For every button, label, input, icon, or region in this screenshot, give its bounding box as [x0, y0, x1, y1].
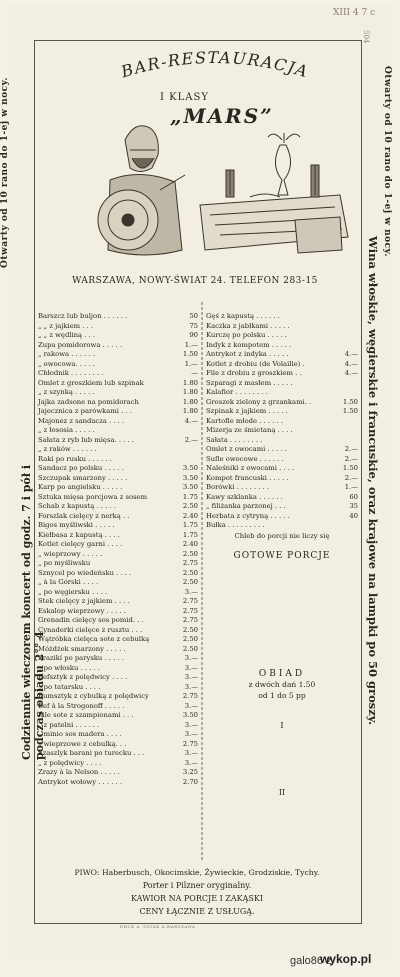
menu-item — [206, 350, 358, 360]
menu-item-price: 2.50 — [182, 578, 198, 586]
menu-item-name: Szaszlyk barani po turecku . . . — [38, 749, 145, 757]
menu-item — [38, 778, 198, 788]
menu-item — [206, 483, 358, 493]
obiad-hours: od 1 do 5 pp — [258, 690, 306, 700]
menu-item-name: Gęś z kapustą . . . . . . — [206, 312, 280, 320]
menu-item-name: Sztuka mięsa porcjowa z sosem — [38, 492, 148, 501]
menu-column-left — [38, 312, 198, 787]
menu-item — [206, 464, 358, 474]
menu-item-name: Szczupak smarzony . . . . . — [38, 473, 128, 482]
menu-item-name: Groszek zielony z grzankami. . — [206, 397, 312, 406]
menu-item-price: 50 — [189, 312, 198, 320]
menu-item — [38, 398, 198, 408]
menu-item-name: „ z szynką . . . . . — [38, 388, 95, 396]
menu-item-price: 1.80 — [182, 378, 198, 387]
menu-item-name: Sufle owocowe . . . . . . — [206, 454, 284, 463]
menu-item-name: Sałata . . . . . . . . — [206, 435, 263, 444]
menu-item-price: 1.75 — [182, 530, 198, 539]
menu-item-name: „ „ z wędliną . . . — [38, 331, 96, 339]
menu-item — [38, 436, 198, 446]
menu-item-name: „ z polędwicy . . . . — [38, 758, 102, 767]
menu-item-price: 1.— — [184, 359, 198, 368]
menu-item — [206, 407, 358, 417]
menu-item — [38, 379, 198, 389]
obiad-course-2: II — [278, 787, 286, 797]
menu-item-name: Kotlet z drobiu (de Volaille) . — [206, 359, 305, 368]
menu-item-price: 1.80 — [182, 397, 198, 406]
menu-item-price: 1.75 — [182, 521, 198, 529]
menu-item-name: „ z łososia . . . . . — [38, 426, 95, 434]
menu-item — [206, 331, 358, 341]
menu-item-price: 4.— — [344, 359, 358, 368]
menu-item-price: 2.75 — [182, 739, 198, 748]
menu-item — [38, 702, 198, 712]
menu-item — [38, 626, 198, 636]
menu-item — [206, 426, 358, 436]
menu-body — [34, 302, 360, 862]
menu-item-price: 3.— — [184, 682, 198, 691]
watermark-user: galo86 z — [290, 955, 332, 967]
menu-item-price: 1.— — [344, 483, 358, 491]
menu-item-name: Antrykot z indyka . . . . . — [206, 350, 289, 358]
bread-note: Chleb do porcji nie liczy się — [234, 531, 330, 540]
menu-item-name: Sałata z ryb lub mięsa. . . . . — [38, 435, 134, 444]
menu-item-name: Pile sote z szampionami . . . — [38, 711, 134, 719]
wine-note: Wina włoskie, węgierskie i francuskie, oraz krajowe na lampki po 50 groszy. — [366, 236, 380, 726]
menu-item-price: 2.50 — [182, 568, 198, 577]
menu-item-name: Stek cielęcy z jajkiem . . . . — [38, 597, 130, 605]
menu-item-price: 2.75 — [182, 597, 198, 605]
menu-item-price: 2.40 — [182, 511, 198, 520]
menu-item-price: 3.50 — [182, 711, 198, 719]
menu-item-name: Barszcz lub buljon . . . . . . — [38, 312, 128, 320]
menu-item-price: 2.50 — [182, 625, 198, 634]
menu-items-right — [206, 312, 358, 531]
menu-item-price: 2.— — [344, 473, 358, 482]
menu-item-name: Omlet z owocami . . . . . — [206, 445, 287, 453]
menu-item — [38, 312, 198, 322]
menu-item-name: „ owocowa. . . . . — [38, 359, 95, 368]
menu-item-price: 2.40 — [182, 540, 198, 548]
menu-item-price: 35 — [349, 502, 358, 510]
menu-item-price: 3.— — [184, 701, 198, 710]
menu-item-price: 3.— — [184, 758, 198, 767]
menu-item — [38, 759, 198, 769]
menu-item — [38, 597, 198, 607]
knight-illustration — [90, 120, 190, 270]
menu-item-price: 3.— — [184, 730, 198, 738]
menu-item — [38, 664, 198, 674]
menu-item-price: 2.50 — [182, 549, 198, 558]
porter-note: Porter i Pilzner oryginalny. — [142, 881, 252, 890]
beer-list: PIWO: Haberbusch, Okocimskie, Żywieckie, Grodziskie, Tychy. — [74, 868, 320, 877]
menu-item-price: 1.80 — [182, 388, 198, 396]
column-divider-ornament — [200, 302, 204, 860]
menu-item — [38, 369, 198, 379]
menu-item-name: Rumsztyk z cybulką z polędwicy — [38, 692, 149, 700]
menu-item-price: 2.75 — [182, 559, 198, 567]
menu-item-price: 3.25 — [182, 768, 198, 776]
menu-footer — [34, 866, 360, 918]
menu-item-name: Mizerja ze śmietaną . . . . — [206, 426, 293, 434]
menu-item-price: 2.75 — [182, 616, 198, 624]
menu-item-price: 3.— — [184, 720, 198, 729]
menu-item-name: Eskalop wieprzowy . . . . . — [38, 606, 126, 615]
table-illustration — [190, 125, 350, 270]
obiad-course-1: I — [280, 720, 284, 730]
menu-item-name: Kotlet cielęcy garni . . . . — [38, 540, 123, 548]
menu-item — [38, 521, 198, 531]
menu-item — [38, 474, 198, 484]
menu-item-price: 3.— — [184, 654, 198, 662]
menu-item-name: Kompot francuski . . . . . — [206, 473, 289, 482]
menu-item-price: 3.— — [184, 663, 198, 672]
menu-item-price: 3.50 — [182, 464, 198, 472]
menu-item — [38, 607, 198, 617]
menu-item — [38, 531, 198, 541]
menu-item — [38, 483, 198, 493]
menu-item-name: „ à la Górski . . . . — [38, 578, 99, 586]
menu-item-price: 2.70 — [182, 777, 198, 786]
menu-item-price: 4.— — [184, 416, 198, 425]
menu-item — [38, 673, 198, 683]
menu-item-name: Omlet z groszkiem lub szpinak — [38, 378, 144, 387]
menu-item — [206, 388, 358, 398]
menu-item — [38, 512, 198, 522]
menu-item-price: 2.— — [184, 435, 198, 444]
obiad-price: z dwóch dań 1.50 — [248, 679, 316, 689]
menu-item — [38, 569, 198, 579]
menu-item-name: Chłodnik . . . . . . . . — [38, 369, 104, 377]
menu-item-price: 1.50 — [342, 407, 358, 415]
menu-item-name: Naleśniki z owocami . . . . — [206, 464, 295, 472]
menu-item — [38, 635, 198, 645]
menu-item-name: Kaczka z jabłkami . . . . . — [206, 321, 290, 330]
menu-item-name: Zrazikí po parysku . . . . . — [38, 654, 124, 662]
menu-item — [38, 616, 198, 626]
menu-item — [38, 683, 198, 693]
service-note: CENY ŁĄCZNIE Z USŁUGĄ. — [139, 907, 255, 916]
menu-item-name: Kalafior . . . . . . . . — [206, 388, 268, 396]
menu-item-name: „ po włosku . . . . . — [38, 663, 100, 672]
menu-item-name: „ wieprzowe z cebulką. . . — [38, 739, 127, 748]
menu-item — [38, 559, 198, 569]
menu-item — [38, 550, 198, 560]
menu-item-name: File z drobiu z groszkiem . . — [206, 369, 302, 377]
menu-item-price: 4.— — [344, 369, 358, 377]
menu-item-name: Szparagi z masłem . . . . . — [206, 378, 293, 387]
menu-item — [38, 692, 198, 702]
menu-item-price: 4.— — [344, 350, 358, 358]
menu-item — [206, 379, 358, 389]
menu-item-name: Sandacz po polsku . . . . . — [38, 464, 124, 472]
menu-item-name: „ minio sos madera . . . . — [38, 730, 122, 738]
menu-item — [38, 341, 198, 351]
menu-item-name: „ z patelni . . . . . . — [38, 720, 100, 729]
menu-item-price: — — [191, 369, 198, 377]
menu-item-price: 2.— — [344, 454, 358, 463]
menu-item-price: 2.— — [344, 445, 358, 453]
menu-item-price: 3.— — [184, 587, 198, 596]
opening-hours-left: Otwarty od 10 rano do 1-ej w nocy. — [0, 77, 10, 268]
concert-note: Codziennie wieczorem koncert od godz. 7 i pół i podczas obiadu 2°° 4 — [20, 464, 46, 760]
menu-item — [206, 436, 358, 446]
menu-item — [206, 341, 358, 351]
menu-item-name: Grenadin cielęcy sos pomid. . . — [38, 616, 144, 624]
menu-item — [206, 445, 358, 455]
menu-item — [38, 455, 198, 465]
menu-item-name: Zrazy à la Nelson . . . . . — [38, 768, 120, 776]
menu-item-name: Majonez z sandacza . . . . — [38, 416, 125, 425]
menu-item-price: 1.— — [184, 340, 198, 349]
menu-item-name: Bef à la Strogonoff . . . . . — [38, 701, 125, 710]
menu-item-price: 40 — [349, 511, 358, 520]
menu-item-name: Borówki . . . . . . . . — [206, 483, 270, 491]
caviar-note: KAWIOR NA PORCJE I ZAKĄSKI — [130, 894, 264, 903]
menu-item-name: Zupa pomidorowa . . . . . — [38, 340, 122, 349]
menu-item — [38, 578, 198, 588]
menu-item-name: „ z raków . . . . . . — [38, 445, 97, 453]
menu-item-name: Herbata z cytryną . . . . . — [206, 511, 290, 520]
menu-column-right — [206, 312, 358, 797]
menu-item — [38, 588, 198, 598]
menu-item-name: „ filiżanka parzonej . . . — [206, 502, 286, 510]
menu-item — [38, 322, 198, 332]
menu-item-name: Jajecznica z parówkami . . . — [38, 407, 132, 415]
menu-item-name: Kurczę po polsku . . . . . — [206, 331, 287, 339]
menu-item-name: „ „ z jajkiem . . . — [38, 321, 94, 330]
menu-item — [38, 464, 198, 474]
menu-item-name: „ rakowa . . . . . . — [38, 350, 95, 358]
menu-item — [206, 322, 358, 332]
printer-mark: DRUK A. SZTAB A.WARSZAWA — [120, 924, 196, 929]
menu-item-name: Antrykot wołowy . . . . . . — [38, 777, 122, 786]
menu-item — [38, 426, 198, 436]
menu-item-price: 1.75 — [182, 492, 198, 501]
menu-item — [38, 445, 198, 455]
menu-item — [38, 331, 198, 341]
menu-item-name: Kiełbasa z kapustą . . . . — [38, 530, 120, 539]
menu-item-name: Raki po rusku . . . . . . — [38, 454, 112, 463]
menu-item-name: Cynaderki cielęce z rusztu . . . — [38, 625, 143, 634]
menu-item — [38, 407, 198, 417]
handwritten-note: XIII 4 7 c — [333, 8, 376, 18]
menu-item-price: 75 — [189, 321, 198, 330]
menu-item-name: Bułka . . . . . . . . . — [206, 521, 265, 529]
menu-item-name: „ po tatarsku . . . . — [38, 682, 101, 691]
menu-item-price: 1.80 — [182, 407, 198, 415]
menu-item-price: 2.50 — [182, 502, 198, 510]
menu-item — [38, 711, 198, 721]
menu-item — [38, 645, 198, 655]
menu-item — [38, 493, 198, 503]
menu-item — [38, 388, 198, 398]
menu-item-price: 1.50 — [342, 397, 358, 406]
menu-item-name: Wątróbka cielęca sote z cebulką — [38, 635, 150, 643]
menu-item-name: Kartofle młode . . . . . . — [206, 416, 283, 425]
menu-item-price: 3.50 — [182, 483, 198, 491]
menu-item-name: „ wieprzowy . . . . . — [38, 549, 103, 558]
menu-item-price: 3.— — [184, 749, 198, 757]
menu-item-price: 1.50 — [182, 350, 198, 358]
menu-item-price: 2.75 — [182, 692, 198, 700]
menu-item-name: Indyk z kompotem . . . . . — [206, 340, 292, 349]
menu-item-name: Befsztyk z polędwicy . . . . — [38, 673, 128, 681]
menu-item — [206, 417, 358, 427]
menu-item-price: 3.— — [184, 673, 198, 681]
menu-item — [206, 512, 358, 522]
menu-item-name: Bigos myśliwski . . . . . — [38, 521, 115, 529]
menu-item-price: 60 — [349, 492, 358, 501]
watermark-site: wykop.pl — [320, 952, 372, 966]
menu-item — [38, 654, 198, 664]
handwritten-side-note: 504 — [362, 30, 370, 44]
menu-item-name: Forszlak cielęcy z nerką . . — [38, 511, 130, 520]
menu-item — [38, 768, 198, 778]
menu-item — [206, 360, 358, 370]
gotowe-porcje-heading: GOTOWE PORCJE — [233, 550, 331, 561]
menu-item-name: Kawy szklanka . . . . . . — [206, 492, 283, 501]
obiad-heading: OBIAD — [258, 668, 306, 679]
menu-item-name: „ po myśliwsku — [38, 559, 91, 567]
menu-item — [38, 540, 198, 550]
menu-item — [38, 740, 198, 750]
menu-item — [206, 502, 358, 512]
menu-item-name: Schab z kapustą . . . . . — [38, 502, 116, 510]
restaurant-title — [100, 48, 330, 88]
menu-item-name: „ po węgiersku . . . . — [38, 587, 108, 596]
menu-item-price: 2.50 — [182, 635, 198, 643]
menu-item — [38, 730, 198, 740]
menu-item-price: 1.50 — [342, 464, 358, 472]
menu-item-name: Jajka zadsone na pomidorach — [38, 397, 139, 406]
menu-item-price: 2.75 — [182, 606, 198, 615]
menu-item-price: 3.50 — [182, 473, 198, 482]
menu-item-name: Karp po angielsku . . . . . — [38, 483, 123, 491]
restaurant-name: „MARS” — [170, 104, 274, 128]
menu-item — [206, 398, 358, 408]
menu-item — [38, 721, 198, 731]
menu-item — [38, 502, 198, 512]
restaurant-class: I KLASY — [160, 92, 209, 103]
menu-item — [38, 417, 198, 427]
menu-item-price: 2.50 — [182, 644, 198, 653]
opening-hours-right: Otwarty od 10 rano do 1-ej w nocy. — [382, 66, 392, 257]
menu-item — [206, 521, 358, 531]
menu-item — [206, 493, 358, 503]
menu-item — [206, 474, 358, 484]
menu-item-price: 90 — [189, 331, 198, 339]
svg-text:BAR-RESTAURACJA — [118, 48, 311, 82]
restaurant-address: WARSZAWA, NOWY-ŚWIAT 24. TELEFON 283-15 — [72, 276, 318, 286]
menu-item — [206, 455, 358, 465]
menu-item — [38, 360, 198, 370]
menu-item — [38, 350, 198, 360]
menu-item-name: Sznycel po wiedeńsku . . . . — [38, 568, 132, 577]
menu-item — [206, 312, 358, 322]
menu-item-name: Szpinak z jajkiem . . . . . — [206, 407, 288, 415]
menu-item-name: Móżdżek smarzony . . . . . — [38, 644, 126, 653]
title-text: BAR-RESTAURACJA — [118, 48, 312, 82]
menu-item — [206, 369, 358, 379]
menu-item — [38, 749, 198, 759]
